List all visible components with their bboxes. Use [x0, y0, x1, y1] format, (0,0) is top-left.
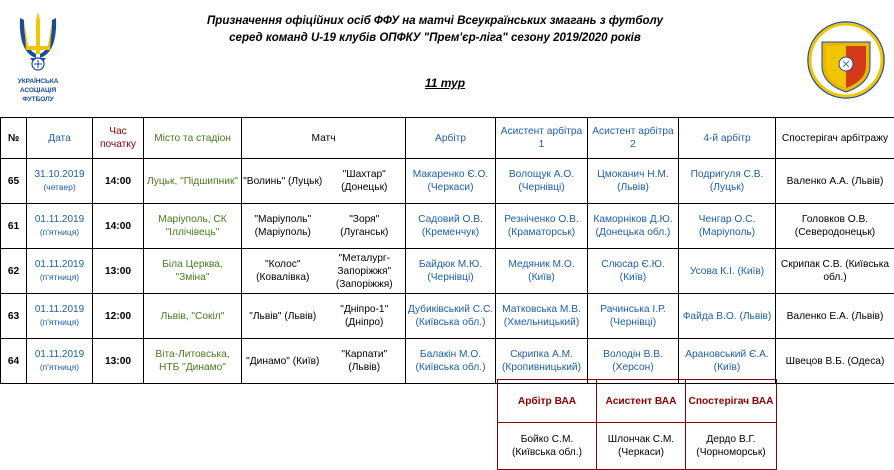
row-fourth: Подригуля С.В. (Луцьк)	[679, 159, 776, 204]
row-assistant1: Резніченко О.В. (Краматорськ)	[496, 204, 588, 249]
row-time: 14:00	[93, 204, 144, 249]
row-assistant2: Рачинська І.Р. (Чернівці)	[588, 294, 679, 339]
date-value: 01.11.2019	[28, 213, 91, 226]
logo-caption-3: ФУТБОЛУ	[6, 96, 70, 103]
date-value: 01.11.2019	[28, 303, 91, 316]
row-time: 12:00	[93, 294, 144, 339]
row-date	[27, 339, 93, 384]
table-row	[1, 339, 894, 384]
vaa-header-row	[498, 380, 777, 423]
row-fourth: Ченгар О.С. (Маріуполь)	[679, 204, 776, 249]
row-observer: Скрипак С.В. (Київська обл.)	[776, 249, 894, 294]
row-fourth: Усова К.І. (Київ)	[679, 249, 776, 294]
row-date	[27, 204, 93, 249]
away-team: "Зоря" (Луганськ)	[324, 204, 406, 249]
row-assistant1: Матковська М.В. (Хмельницький)	[496, 294, 588, 339]
row-referee: Садовий О.В. (Кременчук)	[406, 204, 496, 249]
header-referee: Арбітр	[406, 118, 496, 159]
away-team: "Дніпро-1" (Дніпро)	[324, 294, 406, 339]
away-team: "Металург-Запоріжжя" (Запоріжжя)	[324, 249, 406, 294]
header-date: Дата	[27, 118, 93, 159]
home-team: "Колос" (Ковалівка)	[242, 249, 324, 294]
header-time: Час початку	[93, 118, 144, 159]
date-value: 01.11.2019	[28, 348, 91, 361]
away-team: "Карпати" (Львів)	[324, 339, 406, 384]
page-title	[193, 12, 677, 46]
row-fourth: Арановський Є.А. (Київ)	[679, 339, 776, 384]
row-venue: Луцьк, "Підшипник"	[144, 159, 242, 204]
header-observer: Спостерігач арбітражу	[776, 118, 894, 159]
vaa-referee: Бойко С.М. (Київська обл.)	[498, 423, 597, 470]
vaa-table	[497, 379, 777, 470]
vaa-header-assistant: Асистент ВАА	[597, 380, 686, 423]
row-venue: Львів, "Сокіл"	[144, 294, 242, 339]
referees-emblem-icon	[806, 20, 886, 100]
header-fourth: 4-й арбітр	[679, 118, 776, 159]
row-no: 61	[1, 204, 27, 249]
row-observer: Головков О.В. (Северодонецьк)	[776, 204, 894, 249]
row-assistant2: Каморніков Д.Ю. (Донецька обл.)	[588, 204, 679, 249]
table-row	[1, 294, 894, 339]
weekday: (п'ятниця)	[28, 271, 91, 284]
home-team: "Львів" (Львів)	[242, 294, 324, 339]
title-line-1: Призначення офіційних осіб ФФУ на матчі Всеукраїнських змагань з футболу	[193, 12, 677, 29]
title-line-2: серед команд U-19 клубів ОПФКУ "Прем'єр-ліга" сезону 2019/2020 років	[193, 29, 677, 46]
row-time: 14:00	[93, 159, 144, 204]
row-venue: Віта-Литовська, НТБ "Динамо"	[144, 339, 242, 384]
away-team: "Шахтар" (Донецьк)	[324, 159, 406, 204]
table-row	[1, 159, 894, 204]
weekday: (четвер)	[28, 181, 91, 194]
row-date	[27, 294, 93, 339]
row-date	[27, 159, 93, 204]
weekday: (п'ятниця)	[28, 361, 91, 374]
row-fourth: Файда В.О. (Львів)	[679, 294, 776, 339]
round-label: 11 тур	[410, 76, 480, 90]
row-date	[27, 249, 93, 294]
header-row	[1, 118, 894, 159]
header-match: Матч	[242, 118, 406, 159]
row-assistant1: Волощук А.О. (Чернівці)	[496, 159, 588, 204]
row-time: 13:00	[93, 249, 144, 294]
uaf-logo	[6, 10, 70, 106]
vaa-header-observer: Спостерігач ВАА	[686, 380, 777, 423]
row-assistant2: Слюсар Є.Ю. (Київ)	[588, 249, 679, 294]
row-no: 65	[1, 159, 27, 204]
vaa-observer: Дердо В.Г. (Чорноморськ)	[686, 423, 777, 470]
header-assistant1: Асистент арбітра 1	[496, 118, 588, 159]
row-no: 62	[1, 249, 27, 294]
header-assistant2: Асистент арбітра 2	[588, 118, 679, 159]
weekday: (п'ятниця)	[28, 226, 91, 239]
row-time: 13:00	[93, 339, 144, 384]
row-venue: Біла Церква, "Зміна"	[144, 249, 242, 294]
home-team: "Волинь" (Луцьк)	[242, 159, 324, 204]
row-assistant1: Скрипка А.М. (Кропивницький)	[496, 339, 588, 384]
row-observer: Швецов В.Б. (Одеса)	[776, 339, 894, 384]
logo-caption-2: АСОЦІАЦІЯ	[6, 87, 70, 94]
vaa-value-row	[498, 423, 777, 470]
assignments-table	[0, 117, 894, 384]
date-value: 01.11.2019	[28, 258, 91, 271]
row-venue: Маріуполь, СК "Іллічівець"	[144, 204, 242, 249]
vaa-assistant: Шлончак С.М. (Черкаси)	[597, 423, 686, 470]
header-no: №	[1, 118, 27, 159]
row-observer: Валенко Е.А. (Львів)	[776, 294, 894, 339]
table-row	[1, 204, 894, 249]
logo-caption-1: УКРАЇНСЬКА	[6, 78, 70, 85]
trident-icon	[16, 10, 60, 76]
vaa-header-referee: Арбітр ВАА	[498, 380, 597, 423]
referees-committee-logo	[806, 20, 886, 100]
row-no: 64	[1, 339, 27, 384]
row-assistant2: Володін В.В. (Херсон)	[588, 339, 679, 384]
row-referee: Байдюк М.Ю. (Чернівці)	[406, 249, 496, 294]
home-team: "Маріуполь" (Маріуполь)	[242, 204, 324, 249]
home-team: "Динамо" (Київ)	[242, 339, 324, 384]
row-no: 63	[1, 294, 27, 339]
row-assistant2: Цмоканич Н.М. (Львів)	[588, 159, 679, 204]
row-assistant1: Медяник М.О. (Київ)	[496, 249, 588, 294]
row-referee: Дубиківський С.С. (Київська обл.)	[406, 294, 496, 339]
weekday: (п'ятниця)	[28, 316, 91, 329]
row-referee: Балакін М.О. (Київська обл.)	[406, 339, 496, 384]
row-referee: Макаренко Є.О. (Черкаси)	[406, 159, 496, 204]
table-row	[1, 249, 894, 294]
row-observer: Валенко А.А. (Львів)	[776, 159, 894, 204]
header-venue: Місто та стадіон	[144, 118, 242, 159]
date-value: 31.10.2019	[28, 168, 91, 181]
